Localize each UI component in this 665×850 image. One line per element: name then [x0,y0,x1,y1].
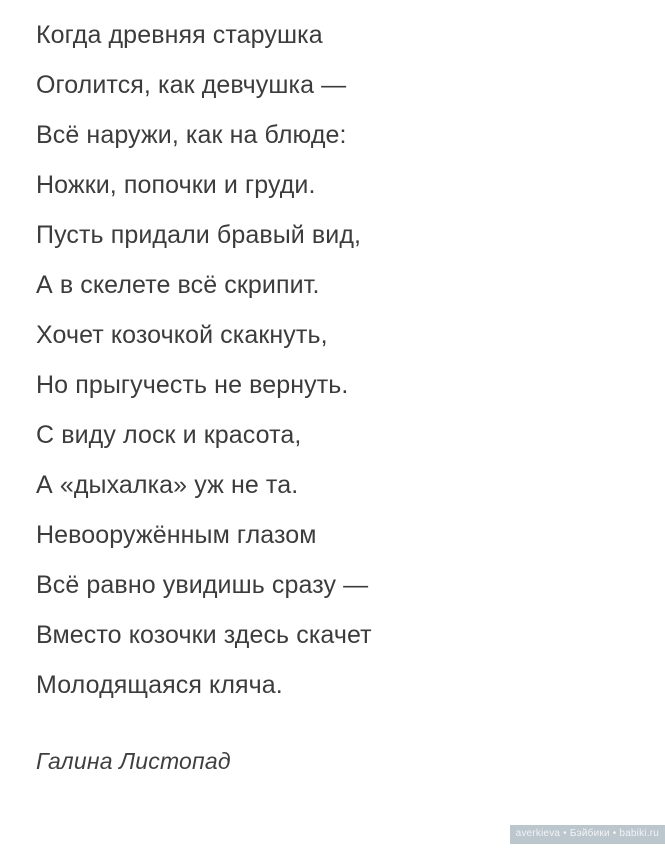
poem-line: Но прыгучесть не вернуть. [36,371,349,399]
poem-line: Ножки, попочки и груди. [36,171,316,199]
poem-line: Невооружённым глазом [36,521,317,549]
watermark: averkieva • Бэйбики • babiki.ru [510,825,665,844]
poem-line: А в скелете всё скрипит. [36,271,320,299]
poem-line: Пусть придали бравый вид, [36,221,362,249]
poem-line: Хочет козочкой скакнуть, [36,321,328,349]
poem-line: С виду лоск и красота, [36,421,302,449]
poem-author: Галина Листопад [36,748,231,774]
poem-line: Всё наружи, как на блюде: [36,121,347,149]
poem-line: Молодящаяся кляча. [36,671,283,699]
poem-line: А «дыхалка» уж не та. [36,471,299,499]
poem-body [36,10,665,710]
poem-line: Оголится, как девчушка — [36,71,347,99]
poem-line: Когда древняя старушка [36,21,323,49]
poem-line: Вместо козочки здесь скачет [36,621,372,649]
poem-line: Всё равно увидишь сразу — [36,571,369,599]
